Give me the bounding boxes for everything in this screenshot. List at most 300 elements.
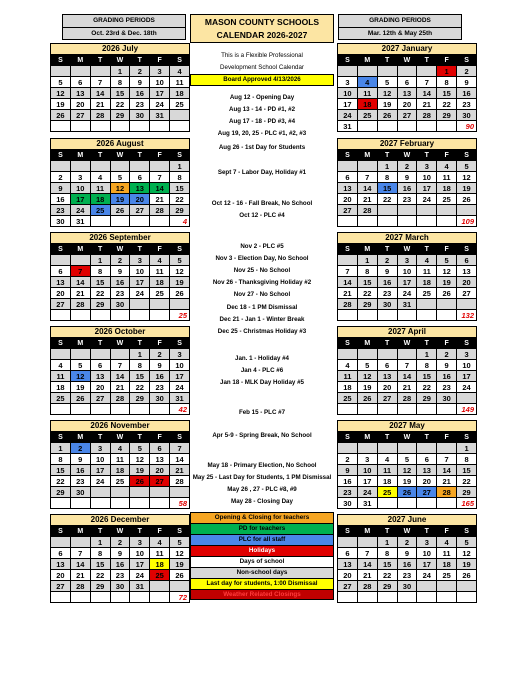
day-cell: 25 — [170, 99, 190, 110]
day-cell — [51, 404, 71, 415]
day-cell: 5 — [457, 161, 477, 172]
day-cell — [397, 66, 417, 77]
day-cell: 18 — [338, 382, 358, 393]
day-cell: 20 — [338, 570, 358, 581]
day-cell — [397, 592, 417, 603]
weekday-header: M — [357, 526, 377, 537]
school-day-count: 42 — [170, 404, 190, 415]
day-cell — [417, 404, 437, 415]
day-cell: 27 — [397, 110, 417, 121]
day-cell: 10 — [70, 183, 90, 194]
day-cell — [457, 393, 477, 404]
day-cell — [170, 581, 190, 592]
event-text: Sept 7 - Labor Day, Holiday #1 — [217, 169, 307, 176]
day-cell: 7 — [417, 77, 437, 88]
day-cell: 12 — [357, 371, 377, 382]
day-cell: 4 — [357, 77, 377, 88]
month-calendar — [50, 43, 190, 132]
day-cell: 4 — [150, 537, 170, 548]
day-cell: 3 — [70, 172, 90, 183]
weekday-header: T — [130, 338, 150, 349]
weekday-header: S — [170, 244, 190, 255]
school-day-count: 72 — [170, 592, 190, 603]
day-cell: 12 — [170, 548, 190, 559]
day-cell: 9 — [51, 183, 71, 194]
day-cell: 16 — [110, 277, 130, 288]
weekday-header: M — [70, 244, 90, 255]
month-calendar — [50, 138, 190, 227]
weekday-header: F — [437, 338, 457, 349]
day-cell: 6 — [150, 443, 170, 454]
day-cell: 22 — [90, 288, 110, 299]
day-cell: 7 — [150, 172, 170, 183]
events-block-1 — [190, 50, 334, 154]
day-cell — [51, 310, 71, 321]
legend-item: Non-school days — [190, 567, 334, 578]
weekday-header: M — [357, 150, 377, 161]
day-cell: 29 — [417, 393, 437, 404]
day-cell — [397, 498, 417, 509]
day-cell: 26 — [170, 570, 190, 581]
day-cell — [130, 161, 150, 172]
day-cell: 2 — [110, 255, 130, 266]
day-cell — [170, 487, 190, 498]
day-cell: 20 — [90, 382, 110, 393]
day-cell: 24 — [170, 382, 190, 393]
event-text: Nov 3 - Election Day, No School — [215, 255, 309, 262]
day-cell — [90, 487, 110, 498]
day-cell: 25 — [90, 205, 110, 216]
event-text: Development School Calendar — [220, 64, 304, 71]
day-cell: 29 — [437, 110, 457, 121]
day-cell: 7 — [70, 548, 90, 559]
event-text: Feb 15 - PLC #7 — [238, 409, 286, 416]
day-cell: 21 — [70, 570, 90, 581]
day-cell — [150, 592, 170, 603]
day-cell — [70, 310, 90, 321]
day-cell: 22 — [110, 99, 130, 110]
day-cell: 13 — [150, 454, 170, 465]
weekday-header: S — [338, 55, 358, 66]
day-cell: 20 — [338, 194, 358, 205]
day-cell: 14 — [110, 371, 130, 382]
day-cell: 27 — [150, 476, 170, 487]
day-cell: 6 — [338, 548, 358, 559]
weekday-header: S — [170, 526, 190, 537]
day-cell — [150, 581, 170, 592]
day-cell: 3 — [170, 349, 190, 360]
day-cell — [110, 161, 130, 172]
day-cell: 30 — [110, 299, 130, 310]
day-cell: 17 — [417, 183, 437, 194]
day-cell: 1 — [437, 66, 457, 77]
day-cell: 13 — [51, 277, 71, 288]
day-cell — [357, 537, 377, 548]
day-cell: 21 — [110, 382, 130, 393]
events-block-8 — [190, 430, 334, 442]
day-cell: 2 — [70, 443, 90, 454]
day-cell: 13 — [70, 88, 90, 99]
event-text: Nov 2 - PLC #5 — [240, 243, 284, 250]
day-cell: 17 — [457, 371, 477, 382]
school-day-count: 25 — [170, 310, 190, 321]
day-cell — [90, 161, 110, 172]
day-cell: 18 — [417, 277, 437, 288]
day-cell: 30 — [130, 110, 150, 121]
day-cell — [51, 349, 71, 360]
day-cell: 22 — [377, 194, 397, 205]
weekday-header: T — [130, 526, 150, 537]
day-cell — [357, 443, 377, 454]
day-cell: 26 — [170, 288, 190, 299]
day-cell: 1 — [457, 443, 477, 454]
day-cell: 18 — [150, 559, 170, 570]
day-cell: 21 — [338, 288, 358, 299]
day-cell: 9 — [437, 360, 457, 371]
day-cell: 16 — [377, 277, 397, 288]
day-cell: 21 — [357, 194, 377, 205]
event-text: Dec 21 - Jan 1 - Winter Break — [219, 316, 305, 323]
events-block-9 — [190, 460, 334, 508]
day-cell: 30 — [397, 581, 417, 592]
day-cell: 5 — [170, 537, 190, 548]
day-cell: 11 — [437, 548, 457, 559]
day-cell — [150, 487, 170, 498]
day-cell — [150, 310, 170, 321]
day-cell: 26 — [130, 476, 150, 487]
day-cell — [130, 310, 150, 321]
weekday-header: F — [150, 432, 170, 443]
day-cell: 25 — [110, 476, 130, 487]
day-cell: 10 — [130, 266, 150, 277]
day-cell — [417, 592, 437, 603]
weekday-header: S — [338, 150, 358, 161]
day-cell: 28 — [70, 581, 90, 592]
day-cell: 7 — [357, 548, 377, 559]
day-cell: 5 — [130, 443, 150, 454]
day-cell: 8 — [110, 77, 130, 88]
day-cell: 24 — [130, 570, 150, 581]
weekday-header: F — [150, 55, 170, 66]
day-cell: 30 — [437, 393, 457, 404]
month-calendar — [50, 326, 190, 415]
day-cell: 16 — [457, 88, 477, 99]
day-cell: 24 — [357, 487, 377, 498]
day-cell: 31 — [170, 393, 190, 404]
weekday-header: T — [90, 150, 110, 161]
day-cell — [90, 216, 110, 227]
day-cell: 12 — [437, 266, 457, 277]
day-cell: 10 — [170, 360, 190, 371]
day-cell: 8 — [377, 548, 397, 559]
day-cell — [338, 443, 358, 454]
board-approved-badge: Board Approved 4/13/2026 — [190, 74, 334, 86]
day-cell — [338, 404, 358, 415]
day-cell — [51, 66, 71, 77]
weekday-header: S — [457, 338, 477, 349]
day-cell: 20 — [397, 99, 417, 110]
day-cell: 12 — [130, 454, 150, 465]
day-cell — [70, 537, 90, 548]
day-cell — [417, 66, 437, 77]
weekday-header: T — [130, 432, 150, 443]
day-cell — [70, 255, 90, 266]
title-line1: MASON COUNTY SCHOOLS — [204, 17, 320, 27]
events-block-7 — [190, 407, 334, 419]
day-cell: 24 — [417, 194, 437, 205]
day-cell: 25 — [437, 194, 457, 205]
day-cell: 4 — [150, 255, 170, 266]
day-cell: 11 — [90, 183, 110, 194]
day-cell — [150, 404, 170, 415]
day-cell: 10 — [357, 465, 377, 476]
day-cell: 14 — [437, 465, 457, 476]
day-cell: 26 — [437, 288, 457, 299]
day-cell: 25 — [150, 570, 170, 581]
day-cell: 28 — [170, 476, 190, 487]
weekday-header: M — [357, 338, 377, 349]
day-cell — [130, 299, 150, 310]
day-cell: 14 — [70, 559, 90, 570]
day-cell — [150, 121, 170, 132]
day-cell: 3 — [90, 443, 110, 454]
day-cell: 23 — [457, 99, 477, 110]
day-cell: 10 — [338, 88, 358, 99]
day-cell: 1 — [110, 66, 130, 77]
weekday-header: F — [150, 526, 170, 537]
day-cell: 22 — [357, 288, 377, 299]
day-cell — [357, 121, 377, 132]
weekday-header: T — [417, 338, 437, 349]
events-block-5 — [190, 302, 334, 338]
day-cell: 19 — [170, 277, 190, 288]
day-cell: 27 — [338, 205, 358, 216]
day-cell: 3 — [417, 161, 437, 172]
day-cell — [437, 581, 457, 592]
day-cell: 14 — [170, 454, 190, 465]
day-cell — [70, 498, 90, 509]
day-cell: 2 — [130, 66, 150, 77]
day-cell: 26 — [457, 570, 477, 581]
day-cell: 12 — [457, 548, 477, 559]
weekday-header: S — [51, 55, 71, 66]
day-cell: 6 — [397, 77, 417, 88]
day-cell: 25 — [357, 110, 377, 121]
day-cell: 28 — [90, 110, 110, 121]
weekday-header: F — [150, 338, 170, 349]
day-cell: 13 — [130, 183, 150, 194]
day-cell: 9 — [457, 77, 477, 88]
day-cell: 5 — [457, 537, 477, 548]
day-cell: 1 — [90, 537, 110, 548]
day-cell: 17 — [417, 559, 437, 570]
legend-item: Days of school — [190, 556, 334, 567]
day-cell: 6 — [417, 454, 437, 465]
day-cell: 1 — [51, 443, 71, 454]
day-cell: 17 — [90, 465, 110, 476]
day-cell: 3 — [417, 537, 437, 548]
day-cell — [110, 310, 130, 321]
day-cell: 18 — [51, 382, 71, 393]
day-cell — [170, 299, 190, 310]
day-cell: 22 — [90, 570, 110, 581]
day-cell: 5 — [397, 454, 417, 465]
day-cell: 20 — [130, 194, 150, 205]
day-cell: 14 — [397, 371, 417, 382]
month-calendar — [337, 326, 477, 415]
day-cell: 29 — [51, 487, 71, 498]
weekday-header: F — [437, 244, 457, 255]
day-cell: 15 — [170, 183, 190, 194]
day-cell: 15 — [90, 277, 110, 288]
day-cell: 15 — [437, 88, 457, 99]
day-cell — [90, 66, 110, 77]
weekday-header: S — [51, 150, 71, 161]
day-cell — [457, 205, 477, 216]
day-cell: 16 — [150, 371, 170, 382]
day-cell: 4 — [437, 537, 457, 548]
month-calendar — [337, 138, 477, 227]
day-cell — [70, 121, 90, 132]
day-cell: 26 — [110, 205, 130, 216]
day-cell: 18 — [150, 277, 170, 288]
weekday-header: S — [338, 432, 358, 443]
day-cell: 16 — [130, 88, 150, 99]
day-cell: 2 — [338, 454, 358, 465]
day-cell: 20 — [417, 476, 437, 487]
weekday-header: T — [417, 150, 437, 161]
day-cell — [51, 161, 71, 172]
weekday-header: T — [90, 244, 110, 255]
day-cell: 5 — [70, 360, 90, 371]
day-cell — [150, 299, 170, 310]
day-cell: 3 — [397, 255, 417, 266]
day-cell: 9 — [110, 548, 130, 559]
day-cell: 2 — [397, 537, 417, 548]
day-cell: 28 — [397, 393, 417, 404]
day-cell: 17 — [130, 559, 150, 570]
day-cell: 24 — [150, 99, 170, 110]
day-cell: 18 — [90, 194, 110, 205]
weekday-header: W — [397, 338, 417, 349]
day-cell — [437, 299, 457, 310]
day-cell: 12 — [457, 172, 477, 183]
day-cell: 4 — [51, 360, 71, 371]
month-name: 2027 March — [337, 232, 477, 243]
weekday-header: T — [377, 338, 397, 349]
day-cell: 13 — [457, 266, 477, 277]
weekday-header: T — [377, 432, 397, 443]
day-cell: 27 — [457, 288, 477, 299]
day-cell: 8 — [377, 172, 397, 183]
day-cell — [90, 498, 110, 509]
day-cell: 4 — [377, 454, 397, 465]
day-cell — [338, 255, 358, 266]
day-cell — [90, 404, 110, 415]
day-cell — [377, 205, 397, 216]
day-cell: 12 — [170, 266, 190, 277]
event-text: Apr 5-9 - Spring Break, No School — [212, 432, 312, 439]
day-cell: 20 — [70, 99, 90, 110]
day-cell: 9 — [397, 548, 417, 559]
day-cell: 8 — [437, 77, 457, 88]
legend-item: PD for teachers — [190, 523, 334, 534]
day-cell: 17 — [357, 476, 377, 487]
month-name: 2026 October — [50, 326, 190, 337]
day-cell: 14 — [150, 183, 170, 194]
day-cell: 23 — [51, 205, 71, 216]
day-cell: 24 — [397, 288, 417, 299]
day-cell — [377, 66, 397, 77]
day-cell: 25 — [51, 393, 71, 404]
weekday-header: S — [457, 150, 477, 161]
day-cell: 8 — [417, 360, 437, 371]
day-cell: 17 — [130, 277, 150, 288]
day-cell: 31 — [130, 581, 150, 592]
grading-periods-right-title: GRADING PERIODS — [339, 15, 461, 28]
day-cell: 2 — [437, 349, 457, 360]
legend-item: PLC for all staff — [190, 534, 334, 545]
day-cell: 11 — [417, 266, 437, 277]
weekday-header: M — [70, 150, 90, 161]
day-cell — [437, 216, 457, 227]
day-cell: 15 — [377, 559, 397, 570]
weekday-header: S — [457, 244, 477, 255]
day-cell: 23 — [150, 382, 170, 393]
day-cell — [357, 349, 377, 360]
day-cell: 7 — [437, 454, 457, 465]
day-cell — [110, 404, 130, 415]
day-cell: 21 — [70, 288, 90, 299]
event-text: May 26 , 27 - PLC #8, #9 — [227, 486, 297, 493]
day-cell: 1 — [377, 537, 397, 548]
weekday-header: S — [338, 244, 358, 255]
day-cell: 11 — [437, 172, 457, 183]
day-cell: 20 — [457, 277, 477, 288]
event-text: Dec 18 - 1 PM Dismissal — [226, 304, 298, 311]
day-cell — [51, 537, 71, 548]
day-cell — [110, 349, 130, 360]
day-cell: 25 — [377, 487, 397, 498]
day-cell: 9 — [397, 172, 417, 183]
day-cell: 29 — [357, 299, 377, 310]
day-cell — [437, 310, 457, 321]
day-cell: 23 — [110, 288, 130, 299]
weekday-header: T — [90, 338, 110, 349]
day-cell: 20 — [377, 382, 397, 393]
day-cell: 16 — [338, 476, 358, 487]
day-cell: 10 — [397, 266, 417, 277]
grading-periods-left — [62, 14, 186, 40]
day-cell: 29 — [110, 110, 130, 121]
weekday-header: T — [377, 55, 397, 66]
day-cell: 29 — [457, 487, 477, 498]
weekday-header: F — [150, 244, 170, 255]
day-cell — [130, 498, 150, 509]
day-cell: 10 — [90, 454, 110, 465]
day-cell: 24 — [338, 110, 358, 121]
day-cell: 11 — [357, 88, 377, 99]
weekday-header: M — [70, 55, 90, 66]
day-cell — [170, 110, 190, 121]
day-cell — [397, 205, 417, 216]
day-cell: 1 — [170, 161, 190, 172]
day-cell: 20 — [51, 288, 71, 299]
day-cell: 6 — [70, 77, 90, 88]
day-cell — [437, 592, 457, 603]
day-cell: 4 — [437, 161, 457, 172]
event-text: Aug 19, 20, 25 - PLC #1, #2, #3 — [217, 130, 307, 137]
